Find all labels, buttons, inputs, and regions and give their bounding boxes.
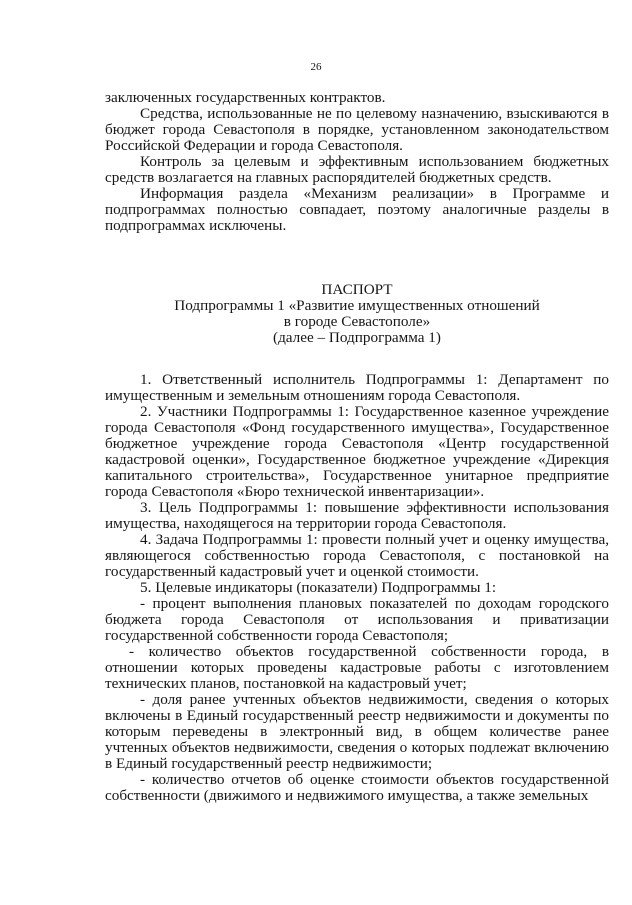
intro-paragraph: Контроль за целевым и эффективным использованием бюджетных средств возлагается на главных распорядителей бюджетных средств. — [105, 153, 609, 186]
indicator-item: - количество объектов государственной собственности города, в отношении которых проведены кадастровые работы с изготовлением технических планов, постановкой на кадастровый учет; — [105, 643, 609, 692]
passport-item: 3. Цель Подпрограммы 1: повышение эффективности использования имущества, находящегося на территории города Севастополя. — [105, 499, 609, 532]
passport-title: ПАСПОРТ — [321, 281, 393, 298]
intro-section — [105, 90, 609, 234]
passport-subtitle-line: (далее – Подпрограмма 1) — [273, 329, 441, 346]
indicator-item: - количество отчетов об оценке стоимости объектов государственной собственности (движимого и недвижимого имущества, а также земельных — [105, 771, 609, 804]
page-number: 26 — [310, 61, 322, 73]
indicator-item: - процент выполнения плановых показателей по доходам городского бюджета города Севастополя от использования и приватизации государственной собственности города Севастополя; — [105, 595, 609, 644]
passport-subtitle-line: в городе Севастополе» — [283, 313, 431, 330]
passport-body — [105, 372, 609, 804]
passport-item: 5. Целевые индикаторы (показатели) Подпрограммы 1: — [140, 579, 497, 596]
intro-paragraph: Информация раздела «Механизм реализации» в Программе и подпрограммах полностью совпадает, поэтому аналогичные разделы в подпрограммах исключены. — [105, 185, 609, 234]
passport-item: 2. Участники Подпрограммы 1: Государственное казенное учреждение города Севастополя «Фонд государственного имущества», Государственное бюджетное учреждение города Севастополя «Центр государственной кадастровой оценки», Государственное бюджетное учреждение «Дирекция капитального строительства», Государственное унитарное предприятие города Севастополя «Бюро технической инвентаризации». — [105, 403, 609, 500]
indicator-item: - доля ранее учтенных объектов недвижимости, сведения о которых включены в Единый государственный реестр недвижимости и документы по которым переведены в электронный вид, в общем количестве ранее учтенных объектов недвижимости, сведения о которых подлежат включению в Единый государственный реестр недвижимости; — [105, 691, 609, 772]
passport-item: 4. Задача Подпрограммы 1: провести полный учет и оценку имущества, являющегося собственностью города Севастополя, с постановкой на государственный кадастровый учет и оценкой стоимости. — [105, 531, 609, 580]
passport-item: 1. Ответственный исполнитель Подпрограммы 1: Департамент по имущественным и земельным отношениям города Севастополя. — [105, 371, 609, 404]
intro-paragraph-continued: заключенных государственных контрактов. — [105, 89, 386, 106]
intro-paragraph: Средства, использованные не по целевому назначению, взыскиваются в бюджет города Севастополя в порядке, установленном законодательством Российской Федерации и города Севастополя. — [105, 105, 609, 154]
passport-heading — [105, 282, 609, 346]
passport-subtitle-line: Подпрограммы 1 «Развитие имущественных отношений — [174, 297, 540, 314]
